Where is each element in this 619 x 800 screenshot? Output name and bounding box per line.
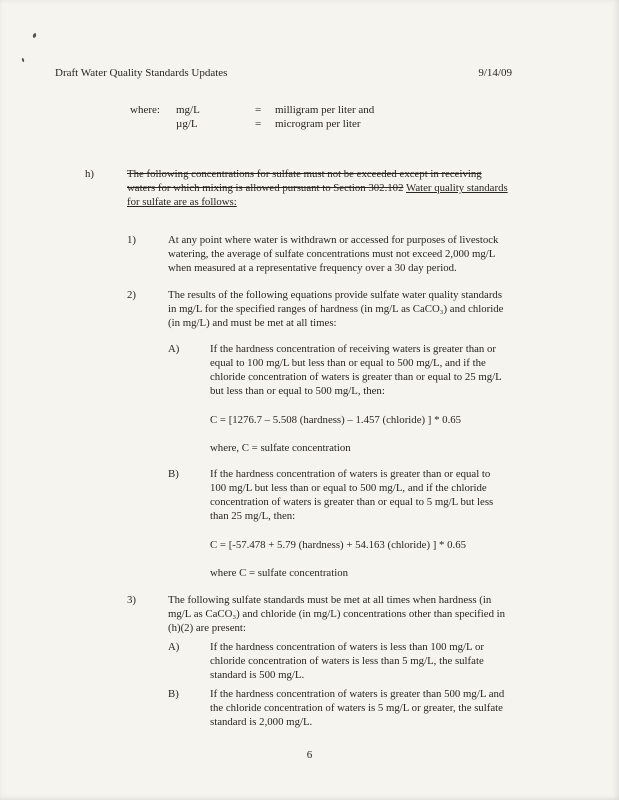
item-2a: [168, 342, 509, 455]
item-2a-text: If the hardness concentration of receiving waters is greater than or equal to 100 mg/L but less than or equal to 500 mg/L, and if the chloride concentration of waters is greater than or equal to 25 mg/L but less than or equal to 500 mg/L, then:: [210, 343, 502, 397]
item-1-text: At any point where water is withdrawn or accessed for purposes of livestock watering, the average of sulfate concentrations must not exceed 2,000 mg/L when measured at a representative frequency over a 30 day period.: [168, 234, 499, 274]
item-3-text: The following sulfate standards must be met at all times when hardness (in mg/L as CaCO₃) and chloride (in mg/L) concentrations other than specified in (h)(2) are present:: [168, 594, 506, 634]
underlined-text: Water quality standards for sulfate are as follows:: [127, 182, 508, 208]
item-3b-label: B): [168, 688, 179, 700]
page-footer: [0, 748, 619, 762]
definition-term: µg/L: [176, 118, 198, 130]
page-number: 6: [306, 749, 313, 761]
item-2b-text: If the hardness concentration of waters is greater than or equal to 100 mg/L but less than or equal to 500 mg/L, and if the chloride concentration of waters is greater than or equal to 5 mg/L but less than 25 mg/L, then:: [210, 468, 494, 522]
item-3a-label: A): [168, 641, 180, 653]
definition-row: [130, 103, 374, 117]
item-2a-body: [210, 342, 509, 455]
section-h-label: h): [85, 168, 94, 180]
item-3: [127, 593, 509, 729]
item-3a: [168, 640, 509, 682]
item-3a-text: If the hardness concentration of waters is less than 100 mg/L or chloride concentration of waters is less than 5 mg/L, the sulfate standard is 500 mg/L.: [210, 641, 484, 681]
struck-text: The following concentrations for sulfate must not be exceeded except in receiving waters for which mixing is allowed pursuant to Section 302.102: [127, 168, 482, 194]
item-2-body: [168, 288, 509, 580]
definition-text: microgram per liter: [275, 118, 361, 130]
sulfate-formula-a: C = [1276.7 – 5.508 (hardness) – 1.457 (chloride) ] * 0.65: [210, 414, 462, 426]
definitions-block: [130, 103, 374, 131]
scan-artifact: [22, 58, 25, 62]
document-title: Draft Water Quality Standards Updates: [55, 67, 228, 79]
sulfate-formula-b: C = [-57.478 + 5.79 (hardness) + 54.163 (chloride) ] * 0.65: [210, 539, 467, 551]
section-h: [85, 167, 509, 729]
section-h-item: [85, 167, 509, 729]
item-2-text: The results of the following equations provide sulfate water quality standards in mg/L for the specified ranges of hardness (in mg/L as CaCO₃) and chloride (in mg/L) and must be met at all times:: [168, 289, 504, 329]
definition-text: milligram per liter and: [275, 104, 375, 116]
document-date: 9/14/09: [478, 67, 512, 79]
item-1-label: 1): [127, 234, 136, 246]
item-2a-label: A): [168, 343, 180, 355]
equals-sign: =: [255, 104, 262, 116]
item-3b: [168, 687, 509, 729]
item-1-body: [168, 233, 509, 275]
definition-row: [130, 117, 374, 131]
scan-artifact: [32, 33, 37, 39]
equals-sign: =: [255, 118, 262, 130]
item-2: [127, 288, 509, 580]
formula-a-where: where, C = sulfate concentration: [210, 442, 351, 454]
item-2b-label: B): [168, 468, 179, 480]
item-3-body: [168, 593, 509, 729]
item-2-label: 2): [127, 289, 136, 301]
item-3-label: 3): [127, 594, 136, 606]
where-label: where:: [130, 104, 160, 116]
page-header: [55, 66, 512, 80]
section-h-body: [127, 167, 509, 729]
item-2b-body: [210, 467, 509, 580]
item-3b-text: If the hardness concentration of waters is greater than 500 mg/L and the chloride concentration of waters is 5 mg/L or greater, the sulfate standard is 2,000 mg/L.: [210, 688, 505, 728]
section-h-intro: [127, 167, 509, 209]
formula-b-where: where C = sulfate concentration: [210, 567, 348, 579]
item-3b-body: [210, 687, 509, 729]
item-1: [127, 233, 509, 275]
where-label-spacer: [130, 117, 176, 131]
definition-term: mg/L: [176, 104, 200, 116]
item-3a-body: [210, 640, 509, 682]
item-2b: [168, 467, 509, 580]
